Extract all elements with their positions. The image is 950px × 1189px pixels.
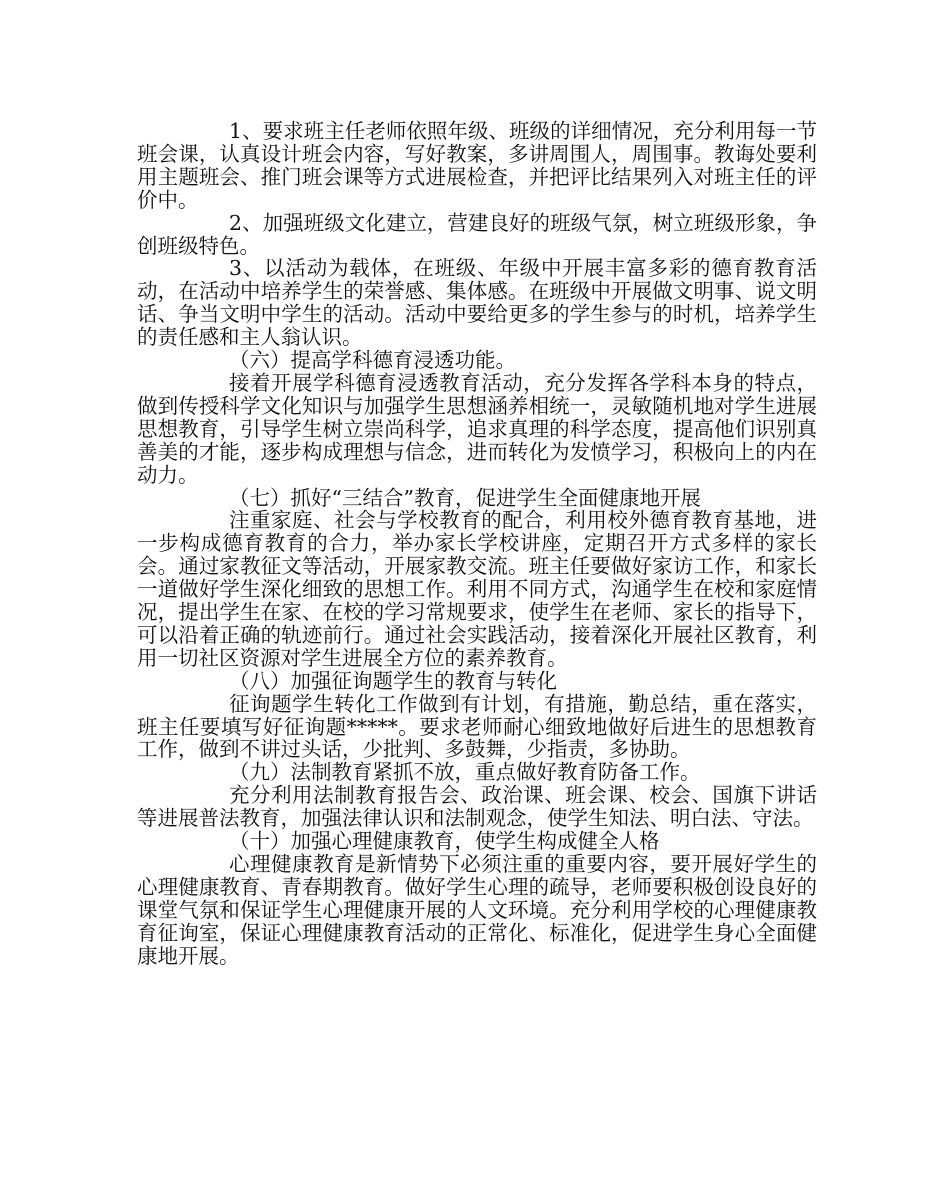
section-heading-9: （九）法制教育紧抓不放，重点做好教育防备工作。 bbox=[229, 760, 701, 785]
section-heading-6: （六）提高学科德育浸透功能。 bbox=[229, 348, 516, 373]
paragraph-section-8: 征询题学生转化工作做到有计划，有措施，勤总结，重在落实，班主任要填写好征询题*****。要求老师耐心细致地做好后进生的思想教育工作，做到不讲过头话，少批判、多鼓舞，少指责，多协助。 bbox=[137, 691, 817, 762]
paragraph-section-10: 心理健康教育是新情势下必须注重的重要内容，要开展好学生的心理健康教育、青春期教育。做好学生心理的疏导，老师要积极创设良好的课堂气氛和保证学生心理健康开展的人文环境。充分利用学校的心理健康教育征询室，保证心理健康教育活动的正常化、标准化，促进学生身心全面健康地开展。 bbox=[137, 852, 817, 968]
paragraph-item-3: 3、以活动为载体，在班级、年级中开展丰富多彩的德育教育活动，在活动中培养学生的荣誉感、集体感。在班级中开展做文明事、说文明话、争当文明中学生的活动。活动中要给更多的学生参与的时机，培养学生的责任感和主人翁认识。 bbox=[137, 256, 817, 350]
paragraph-section-7: 注重家庭、社会与学校教育的配合，利用校外德育教育基地，进一步构成德育教育的合力，举办家长学校讲座，定期召开方式多样的家长会。通过家教征文等活动，开展家教交流。班主任要做好家访工作，和家长一道做好学生深化细致的思想工作。利用不同方式，沟通学生在校和家庭情况，提出学生在家、在校的学习常规要求，使学生在老师、家长的指导下，可以沿着正确的轨迹前行。通过社会实践活动，接着深化开展社区教育，利用一切社区资源对学生进展全方位的素养教育。 bbox=[137, 508, 817, 670]
paragraph-item-1: 1、要求班主任老师依照年级、班级的详细情况，充分利用每一节班会课，认真设计班会内容，写好教案，多讲周围人，周围事。教诲处要利用主题班会、推门班会课等方式进展检查，并把评比结果列入对班主任的评价中。 bbox=[137, 119, 817, 212]
section-heading-10: （十）加强心理健康教育，使学生构成健全人格 bbox=[229, 829, 660, 854]
paragraph-section-6: 接着开展学科德育浸透教育活动，充分发挥各学科本身的特点，做到传授科学文化知识与加强学生思想涵养相统一，灵敏随机地对学生进展思想教育，引导学生树立崇尚科学，追求真理的科学态度，提高他们识别真善美的才能，逐步构成理想与信念，进而转化为发愤学习，积极向上的内在动力。 bbox=[137, 370, 817, 487]
paragraph-section-9: 充分利用法制教育报告会、政治课、班会课、校会、国旗下讲话等进展普法教育，加强法律认识和法制观念，使学生知法、明白法、守法。 bbox=[137, 783, 817, 831]
section-heading-7: （七）抓好“三结合”教育，促进学生全面健康地开展 bbox=[229, 485, 701, 510]
section-heading-8: （八）加强征询题学生的教育与转化 bbox=[229, 668, 557, 693]
paragraph-item-2: 2、加强班级文化建立，营建良好的班级气氛，树立班级形象，争创班级特色。 bbox=[137, 210, 817, 258]
document-body bbox=[137, 120, 817, 968]
